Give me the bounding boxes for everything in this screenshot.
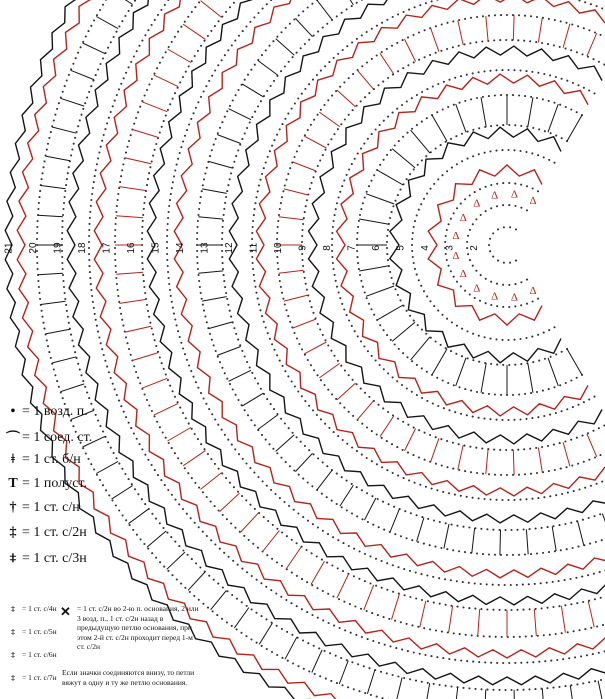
seven-wrap-stitch-icon: ‡ (11, 673, 15, 682)
chain-stitch-icon: • (10, 404, 16, 419)
legend-dc (4, 500, 80, 516)
five-wrap-stitch-icon: ‡ (11, 627, 15, 636)
svg-text:Δ: Δ (473, 282, 481, 295)
svg-text:Δ: Δ (529, 285, 537, 297)
row-number: 2 (469, 245, 480, 251)
slip-stitch-icon: ⌒ (6, 432, 20, 447)
svg-text:Δ: Δ (510, 291, 518, 304)
svg-text:Δ: Δ (491, 290, 499, 303)
legend-sc (4, 452, 81, 468)
legend-label: = 1 ст. с/н (22, 500, 80, 515)
legend-note-crossed: = 1 ст. с/2н во 2-ю п. основания, 2 или 3 возд. п., 1 ст. с/2н назад в предыдущую петлю основания, при этом 2-й ст. с/2н проходит перед 1-м ст. с/2н (77, 604, 199, 651)
half-double-icon: T (8, 476, 18, 491)
svg-text:Δ: Δ (491, 189, 499, 202)
row-number: 7 (346, 245, 358, 251)
row-number: 14 (175, 242, 186, 254)
legend-label: = 1 ст. с/3н (22, 551, 87, 566)
legend-label: = 1 ст. с/7н (22, 673, 57, 682)
legend-label: = 1 ст. с/2н (22, 525, 87, 540)
row-number: 20 (28, 242, 39, 254)
row-number: 17 (101, 242, 113, 254)
double-crochet-icon: † (9, 500, 17, 515)
row-number: 6 (371, 245, 382, 251)
crossed-stitch-icon: ✕ (60, 604, 71, 619)
row-number: 4 (420, 245, 431, 251)
row-number: 21 (3, 242, 15, 254)
row-number: 8 (322, 245, 333, 251)
legend-note-join: Если значки соединяются внизу, то петли вяжут в одну и ту же петлю основания. (62, 668, 195, 687)
row-number: 10 (273, 242, 284, 254)
row-number: 5 (395, 245, 407, 251)
svg-text:Δ: Δ (452, 249, 460, 262)
treble-crochet-icon: ‡ (9, 525, 17, 540)
row-number: 11 (248, 242, 260, 254)
svg-text:Δ: Δ (452, 230, 460, 243)
svg-text:Δ: Δ (459, 268, 467, 281)
svg-text:Δ: Δ (459, 211, 467, 224)
row-number: 12 (224, 242, 235, 254)
row-number: 15 (150, 242, 162, 254)
svg-text:Δ: Δ (473, 197, 481, 210)
six-wrap-stitch-icon: ‡ (11, 650, 15, 659)
single-crochet-icon: ǂ (11, 452, 15, 467)
svg-text:Δ: Δ (529, 195, 537, 207)
legend-slip (4, 428, 92, 448)
legend-4tr (4, 604, 57, 613)
legend-label: = 1 ст. б/н (22, 452, 81, 467)
legend-tr (4, 525, 87, 541)
legend-hdc (4, 476, 87, 492)
row-number: 3 (444, 245, 456, 251)
row-number: 13 (199, 242, 211, 254)
svg-text:Δ: Δ (510, 188, 518, 201)
four-wrap-stitch-icon: ‡ (11, 604, 15, 613)
legend-7tr (4, 673, 57, 682)
legend-label: = 1 полуст. (22, 476, 87, 491)
legend-dtr (4, 551, 87, 567)
row-number: 9 (297, 245, 309, 251)
legend-chain (4, 404, 88, 420)
legend-5tr (4, 627, 57, 636)
chart-rings (5, 0, 605, 699)
row-number: 18 (77, 242, 88, 254)
row-number: 19 (52, 242, 64, 254)
legend-label: = 1 возд. п. (22, 404, 88, 419)
legend-label: = 1 ст. с/6н (22, 650, 57, 659)
double-treble-icon: ⧧ (9, 551, 17, 566)
row-number: 16 (126, 242, 137, 254)
legend-label: = 1 соед. ст. (22, 430, 93, 445)
legend-label: = 1 ст. с/5н (22, 627, 57, 636)
legend-label: = 1 ст. с/4н (22, 604, 57, 613)
legend-6tr (4, 650, 57, 659)
